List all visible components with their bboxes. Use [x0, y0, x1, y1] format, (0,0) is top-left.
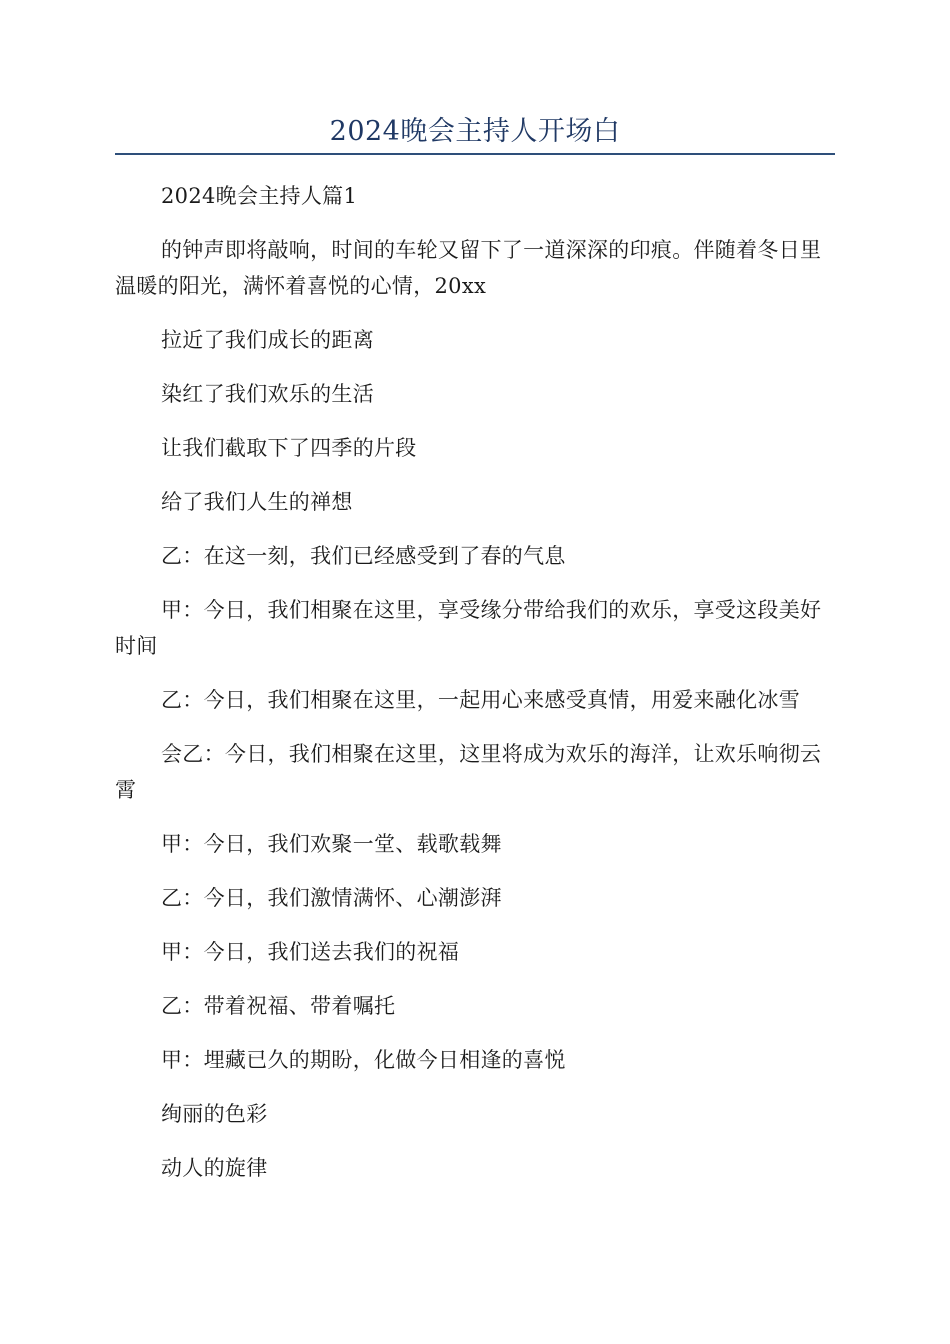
paragraph: 甲：今日，我们送去我们的祝福 [161, 940, 460, 964]
paragraph: 拉近了我们成长的距离 [161, 328, 374, 352]
paragraph: 给了我们人生的禅想 [161, 490, 353, 514]
paragraph-heading: 2024晚会主持人篇1 [161, 184, 358, 208]
paragraph: 乙：今日，我们相聚在这里，一起用心来感受真情，用爱来融化冰雪 [161, 688, 800, 712]
paragraph: 会乙：今日，我们相聚在这里，这里将成为欢乐的海洋，让欢乐响彻云霄 [115, 742, 822, 802]
document-body [115, 178, 835, 1204]
paragraph: 甲：埋藏已久的期盼，化做今日相逢的喜悦 [161, 1048, 566, 1072]
document-title: 2024晚会主持人开场白 [329, 116, 621, 147]
paragraph: 动人的旋律 [161, 1156, 268, 1180]
paragraph: 让我们截取下了四季的片段 [161, 436, 417, 460]
paragraph: 的钟声即将敲响，时间的车轮又留下了一道深深的印痕。伴随着冬日里温暖的阳光，满怀着喜悦的心情，20xx [115, 238, 822, 298]
title-underline [115, 153, 835, 155]
paragraph: 绚丽的色彩 [161, 1102, 268, 1126]
paragraph: 甲：今日，我们欢聚一堂、载歌载舞 [161, 832, 502, 856]
paragraph: 乙：带着祝福、带着嘱托 [161, 994, 396, 1018]
paragraph: 甲：今日，我们相聚在这里，享受缘分带给我们的欢乐，享受这段美好时间 [115, 598, 822, 658]
paragraph: 乙：今日，我们激情满怀、心潮澎湃 [161, 886, 502, 910]
paragraph: 染红了我们欢乐的生活 [161, 382, 374, 406]
paragraph: 乙：在这一刻，我们已经感受到了春的气息 [161, 544, 566, 568]
